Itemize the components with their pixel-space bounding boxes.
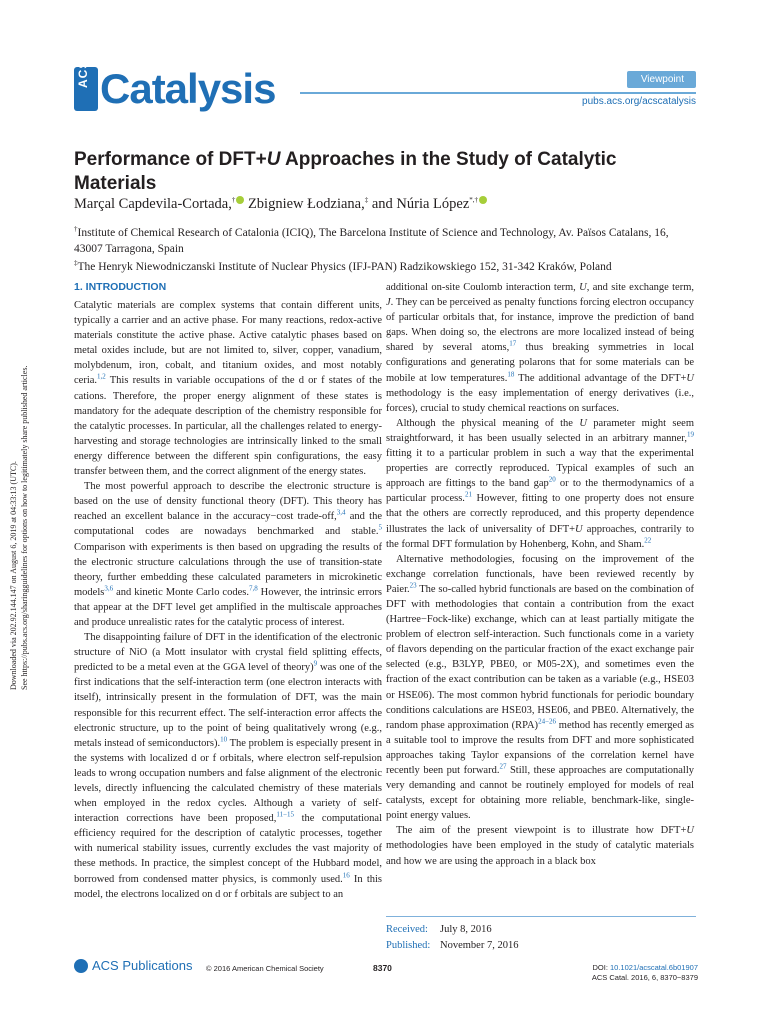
section-heading: 1. INTRODUCTION [74, 281, 167, 293]
citation-link[interactable]: 7,8 [248, 584, 258, 593]
citation-link[interactable]: 21 [464, 490, 472, 499]
author-list: Marçal Capdevila-Cortada,† Zbigniew Łodziana,‡ and Núria López*,† [74, 196, 487, 213]
citation-link[interactable]: 20 [548, 475, 556, 484]
citation-link[interactable]: 9 [313, 659, 318, 668]
doi-link[interactable]: 10.1021/acscatal.6b01907 [610, 963, 698, 972]
citation-link[interactable]: 17 [509, 339, 517, 348]
journal-name: Catalysis [100, 65, 276, 112]
citation-link[interactable]: 16 [342, 871, 350, 880]
affiliation: †Institute of Chemical Research of Catalonia (ICIQ), The Barcelona Institute of Science and Technology, Av. Països Catalans, 16, 43007 Tarragona, Spain [74, 225, 669, 255]
acs-publications-icon [74, 959, 88, 973]
acs-logo-mark: ACS [74, 67, 98, 111]
paragraph: The aim of the present viewpoint is to illustrate how DFT+U methodologies have been employed in the study of catalytic materials and how we are using the approach in a black box [386, 825, 694, 867]
citation-link[interactable]: 19 [687, 430, 694, 439]
body-column-right [386, 280, 694, 869]
download-notice: Downloaded via 202.92.144.147 on August 6, 2019 at 04:33:13 (UTC). See https://pubs.acs.org/sharingguidelines for options on how to legitimately share published articles. [9, 365, 29, 690]
citation-link[interactable]: 5 [378, 523, 382, 532]
published-date: Published: November 7, 2016 [386, 940, 519, 951]
citation-link[interactable]: 18 [507, 370, 515, 379]
paragraph: The disappointing failure of DFT in the identification of the electronic structure of NiO (a Mott insulator with crystal field splitting effects, predicted to be a metal even at the GGA level of theory)$^9$ was one of the first indications that the self-interaction term (one electron interacts with itself), intrinsically present in the formulation of DFT, was the main responsible for this recurrent effect. The self-interaction error affects the electronic structure, up to the point of being qualitatively wrong (e.g., metals instead of semiconductors).$^{10}$ The problem is especially present in the systems with localized d or f orbitals, where electron self-repulsion leads to wrong occupation numbers and false alignment of the electronic levels, directly influencing the calculated chemistry of these materials when employed in the redox cycles. Although a variety of self-interaction corrections have been proposed,$^{11-15}$ the computational efficiency required for the description of catalytic processes, together with numerical stability issues, currently excludes the vast majority of these methods. In practice, the simplest concept of the Hubbard model, borrowed from condensed matter physics, is commonly used.$^{16}$ In this model, the electrons localized on d or f orbitals are subject to an [74, 632, 382, 900]
citation-link[interactable]: 3,6 [104, 584, 114, 593]
citation-link[interactable]: 23 [409, 581, 417, 590]
affiliation: ‡The Henryk Niewodniczanski Institute of Nuclear Physics (IFJ-PAN) Radzikowskiego 152, 31-342 Kraków, Poland [74, 259, 612, 273]
body-column-left [74, 280, 382, 902]
citation-link[interactable]: 3,4 [336, 508, 346, 517]
citation-link[interactable]: 11−15 [276, 810, 295, 819]
author-name[interactable]: Marçal Capdevila-Cortada, [74, 196, 232, 212]
paragraph: Catalytic materials are complex systems that contain different units, typically a carrier and an active phase. For many reactions, redox-active materials constitute the active phase. Active catalytic phases based on metal oxides include, but are not limited to, silver, copper, vanadium, molybdenum, iron, cobalt, and titanium oxides, and most notably ceria.$^{1,2}$ This results in variable occupations of the d or f states of the cations. Therefore, the proper energy alignment of these states is mandatory for the adequate description of the chemistry responsible for the catalytic processes. In particular, all the challenges related to energy-harvesting and storage technologies are intrinsically linked to the small energy difference between the different spin configurations, the easy transfer between them, and the correct alignment of the energy states. [74, 300, 382, 478]
orcid-icon[interactable] [236, 196, 244, 204]
page-number: 8370 [373, 963, 392, 973]
acs-publications-logo[interactable]: ACS Publications [74, 958, 192, 973]
citation-link[interactable]: 1,2 [97, 372, 106, 381]
paragraph: Alternative methodologies, focusing on the improvement of the exchange correlation functionals, have been reviewed recently by Paier.$^{23}$ The so-called hybrid functionals are based on the combination of DFT with methodologies that contain a contribution from the exact (Hartree−Fock-like) exchange, which can at least partially mitigate the problem of electron self-interaction. Such functionals come in a variety of flavors depending on the particular fraction of the exact exchange pair selected (e.g., B3LYP, PBE0, or M05-2X), and sometimes even the fraction of the exact contribution can be taken as a variable (e.g., HSE03 or HSE06). The most common hybrid functionals for periodic boundary conditions calculations are HSE03, HSE06, and PBE0. Alternatively, the random phase approximation (RPA)$^{24-26}$ method has recently emerged as a suitable tool to improve the results from DFT and more sophisticated approaches taking Taylor expansions of the correlation kernel have recently been put forward.$^{27}$ Still, these approaches are computationally very demanding and cannot be routinely employed for models of real catalysts, except for obtaining more reliable, benchmark-like, single-point energy values. [386, 553, 694, 822]
citation-link[interactable]: 10 [220, 735, 228, 744]
citation-line: ACS Catal. 2016, 6, 8370−8379 [591, 973, 698, 982]
orcid-icon[interactable] [479, 196, 487, 204]
author-name[interactable]: Zbigniew Łodziana, [247, 196, 365, 212]
article-type-badge: Viewpoint [627, 71, 696, 88]
journal-logo[interactable] [74, 59, 276, 112]
paragraph: additional on-site Coulomb interaction term, U, and site exchange term, J. They can be perceived as penalty functions forcing electron occupancy of particular orbitals that, for instance, improve the prediction of band gaps. When doing so, the electrons are more localized instead of being shared by several atoms,$^{17}$ thus breaking symmetries in local configurations and generating polarons that for some materials can be mobile at low temperatures.$^{18}$ The additional advantage of the DFT+U methodology is the easy implementation of energy derivatives (i.e., forces), crucial to study chemical reactions on surfaces. [386, 282, 695, 414]
citation-link[interactable]: 22 [644, 536, 652, 545]
article-title: Performance of DFT+U Approaches in the Study of Catalytic Materials [74, 149, 617, 194]
paragraph: The most powerful approach to describe the electronic structure is based on the use of density functional theory (DFT). This theory has reached an excellent balance in the accuracy−cost trade-off,$^{3,4}$ and the computational codes are nowadays benchmarked and stable.$^5$ Comparison with experiments is then based on upgrading the results of the electronic structure calculations through the use of transition-state theory, further embedding these calculated parameters in microkinetic models$^{3,6}$ and kinetic Monte Carlo codes.$^{7,8}$ However, the intrinsic errors that appear at the DFT level get amplified in the multiscale approaches and produce unrealistic rates for the catalytic process of interest. [74, 481, 382, 628]
copyright-notice: © 2016 American Chemical Society [206, 964, 324, 973]
received-date: Received: July 8, 2016 [386, 924, 492, 935]
author-name[interactable]: and Núria López [371, 196, 470, 212]
paragraph: Although the physical meaning of the U parameter might seem straightforward, it has been usually selected in an arbitrary manner,$^{19}$ fitting it to a particular problem in such a way that the experimental properties are correctly reproduced. Typical examples of such an approach are fittings to the band gap$^{20}$ or to the thermodynamics of a particular process.$^{21}$ However, fitting to one property does not ensure that the others are correctly reproduced, and this property dependence illustrates the lack of universality of DFT+U approaches, contrarily to the formal DFT formulation by Hohenberg, Kohn, and Sham.$^{22}$ [386, 417, 694, 550]
citation-link[interactable]: 27 [499, 762, 507, 771]
citation-link[interactable]: 24−26 [538, 717, 557, 726]
journal-url-link[interactable]: pubs.acs.org/acscatalysis [582, 96, 696, 107]
doi-citation: DOI: 10.1021/acscatal.6b01907 ACS Catal. 2016, 6, 8370−8379 [591, 963, 698, 982]
article-dates [386, 916, 696, 954]
header-divider [300, 92, 696, 94]
